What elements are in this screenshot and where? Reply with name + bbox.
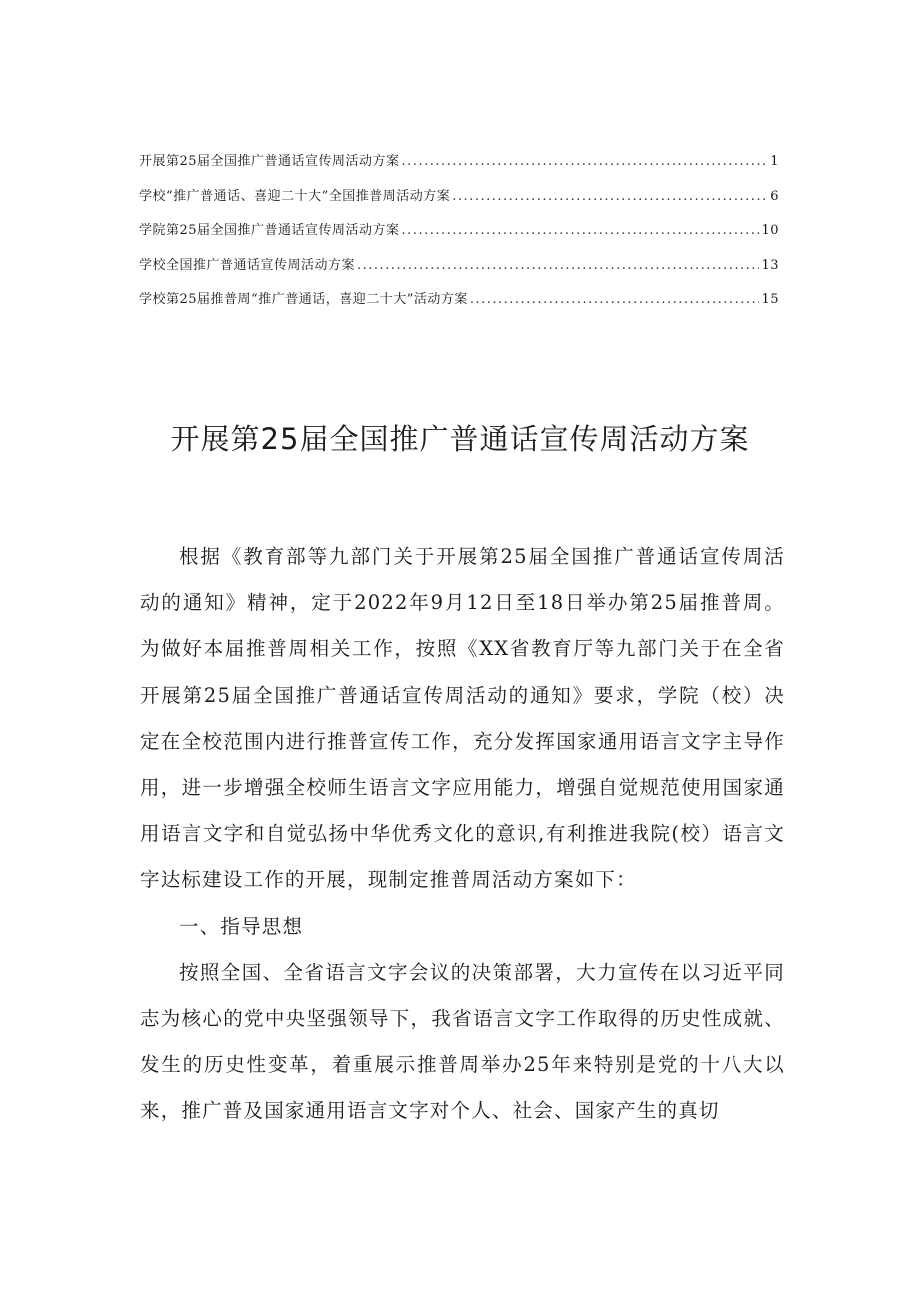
document-body [140, 534, 785, 1135]
toc-entry[interactable] [139, 187, 779, 222]
toc-entry-page: 6 [770, 188, 779, 204]
toc-entry[interactable] [139, 221, 779, 256]
toc-leader-dots [470, 290, 760, 310]
section-heading: 一、指导思想 [179, 914, 304, 938]
toc-entry-page: 1 [770, 154, 779, 169]
toc-entry-title: 开展第25届全国推广普通话宣传周活动方案 [139, 154, 400, 169]
toc-entry-title: 学院第25届全国推广普通话宣传周活动方案 [139, 223, 400, 238]
toc-entry[interactable] [139, 290, 779, 325]
toc-leader-dots [402, 221, 760, 241]
toc-entry-page: 15 [761, 292, 779, 307]
toc-leader-dots [402, 152, 769, 172]
table-of-contents [139, 152, 779, 325]
toc-leader-dots [452, 187, 768, 207]
toc-entry-page: 10 [761, 223, 779, 238]
toc-leader-dots [357, 256, 759, 276]
toc-entry-title: 学校“推广普通话、喜迎二十大”全国推普周活动方案 [139, 188, 451, 204]
body-paragraph: 按照全国、全省语言文字会议的决策部署，大力宣传在以习近平同志为核心的党中央坚强领导下，我省语言文字工作取得的历史性成就、发生的历史性变革，着重展示推普周举办25年来特别是党的十八大以来，推广普及国家通用语言文字对个人、社会、国家产生的真切 [140, 960, 785, 1123]
document-title: 开展第25届全国推广普通话宣传周活动方案 [170, 422, 750, 456]
body-paragraph: 根据《教育部等九部门关于开展第25届全国推广普通话宣传周活动的通知》精神，定于2022年9月12日至18日举办第25届推普周。为做好本届推普周相关工作，按照《XX省教育厅等九部门关于在全省开展第25届全国推广普通话宣传周活动的通知》要求，学院（校）决定在全校范围内进行推普宣传工作，充分发挥国家通用语言文字主导作用，进一步增强全校师生语言文字应用能力，增强自觉规范使用国家通用语言文字和自觉弘扬中华优秀文化的意识,有利推进我院(校）语言文字达标建设工作的开展，现制定推普周活动方案如下： [140, 545, 785, 892]
toc-entry-page: 13 [761, 257, 779, 273]
toc-entry-title: 学校全国推广普通话宣传周活动方案 [139, 257, 356, 273]
toc-entry-title: 学校第25届推普周“推广普通话，喜迎二十大”活动方案 [139, 292, 468, 307]
toc-entry[interactable] [139, 256, 779, 291]
toc-entry[interactable] [139, 152, 779, 187]
